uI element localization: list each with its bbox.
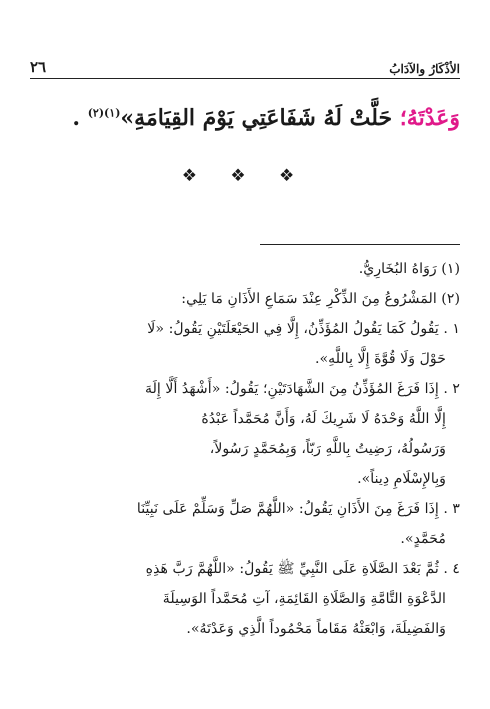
list-item-4: [30, 554, 460, 644]
list-item-line: ٢ . إِذَا فَرَغَ المُؤَذِّنُ مِنَ الشَّهَادَتَيْنِ؛ يَقُولُ: «أَشْهَدُ أَلَّا إِلَهَ: [144, 381, 460, 397]
footnote-1: (١) رَوَاهُ البُخَارِيُّ.: [358, 261, 460, 277]
section-ornaments: ❖ ❖ ❖: [181, 166, 309, 186]
footnotes: [30, 254, 460, 644]
main-period: .: [72, 105, 88, 131]
list-item-line: حَوْلَ وَلَا قُوَّةَ إِلَّا بِاللَّهِ».: [314, 351, 446, 367]
footnote-refs: (١)(٢): [87, 106, 121, 120]
list-item-line: ١ . يَقُولُ كَمَا يَقُولُ المُؤَذِّنُ، إِلَّا فِي الحَيْعَلَتَيْنِ يَقُولُ: «لَا: [147, 321, 460, 337]
main-text: [28, 100, 460, 136]
list-item-3: [30, 494, 460, 554]
list-item-line: الدَّعْوَةِ التَّامَّةِ وَالصَّلَاةِ القَائِمَةِ، آتِ مُحَمَّداً الوَسِيلَةَ: [162, 591, 446, 607]
list-item-line: وَالفَضِيلَةَ، وَابْعَثْهُ مَقَاماً مَحْمُوداً الَّذِي وَعَدْتَهُ».: [186, 621, 446, 637]
header-rule: [30, 78, 460, 79]
page-number: ٢٦: [30, 58, 47, 76]
page-header: [30, 52, 460, 76]
running-title: الأذْكَارُ والآدَابُ: [389, 62, 460, 76]
list-item-line: مُحَمَّدٍ».: [400, 531, 446, 547]
list-item-line: إِلَّا اللَّهُ وَحْدَهُ لَا شَرِيكَ لَهُ، وَأَنَّ مُحَمَّداً عَبْدُهُ: [201, 411, 446, 427]
footnote-2-intro: (٢) المَشْرُوعُ مِنَ الذِّكْرِ عِنْدَ سَمَاعِ الأَذَانِ مَا يَلِي:: [181, 291, 460, 307]
list-item-line: ٣ . إِذَا فَرَغَ مِنَ الأَذَانِ يَقُولُ: «اللَّهُمَّ صَلِّ وَسَلِّمْ عَلَى نَبِيِّنَا: [136, 501, 460, 517]
list-item-1: [30, 314, 460, 374]
footnote-rule: [260, 244, 460, 245]
list-item-line: وَبِالإِسْلَامِ دِيناً».: [357, 471, 446, 487]
highlighted-phrase: وَعَدْتَهُ؛: [399, 105, 460, 131]
list-item-line: ٤ . ثُمَّ بَعْدَ الصَّلَاةِ عَلَى النَّبِيِّ ﷺ يَقُولُ: «اللَّهُمَّ رَبَّ هَذِهِ: [145, 561, 460, 577]
list-item-line: وَرَسُولُهُ، رَضِيتُ بِاللَّهِ رَبّاً، وَبِمُحَمَّدٍ رَسُولاً،: [209, 441, 446, 457]
list-item-2: [30, 374, 460, 494]
main-sentence: حَلَّتْ لَهُ شَفَاعَتِي يَوْمَ القِيَامَةِ»: [120, 105, 400, 131]
